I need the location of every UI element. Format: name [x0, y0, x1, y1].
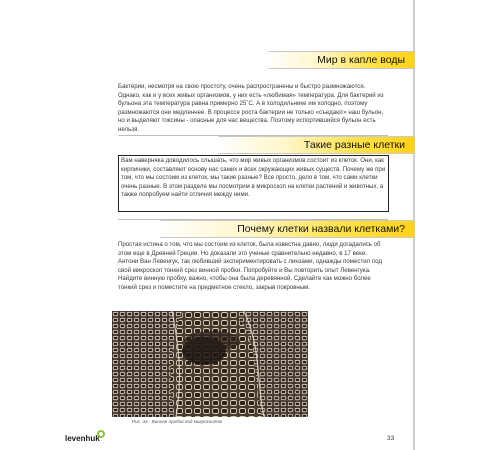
section-banner-3	[160, 220, 415, 238]
svg-text:levenhuk: levenhuk	[65, 434, 100, 443]
section-paragraph-3: Простая истина о том, что мы состоим из клеток, была известна давно, люди догадались об этом еще в Древней Греции. Но доказали это ученые сравнительно недавно, в 17 веке. Антони Ван Левенгук, так любивший экспериментировать с линзами, однажды поместил под свой микроскоп тонкий срез винной пробки. Попробуйте и Вы повторить опыт Левенгука. Найдите винную пробку, важно, чтобы она была деревянной. Сделайте как можно более тонкий срез и поместите на предметное стекло, закрыв покровным.	[118, 241, 383, 291]
figure-caption: Рис. 34 - Винная пробка под микроскопом	[132, 419, 222, 424]
cork-micrograph-image	[112, 311, 308, 417]
section-title-3: Почему клетки назвали клетками?	[237, 223, 405, 235]
section-paragraph-1: Бактерии, несмотря на свою простоту, очень распространены и быстро размножаются. Однако, как и у всех живых организмов, у них есть «любимая» температура. Для бактерий из бульона эта температура равна примерно 25˚C. А в холодильнике им холодно, поэтому размножаются они медленнее. В процессе роста бактерии не только «съедают» наш бульон, но и выделяют токсины - опасные для нас вещества. Поэтому испортившийся бульон есть нельзя.	[118, 83, 384, 133]
page-number: 33	[387, 435, 395, 442]
section-title-2: Такие разные клетки	[303, 139, 405, 151]
section-banner-1	[268, 51, 415, 69]
levenhuk-logo	[65, 429, 110, 445]
section-title-1: Мир в капле воды	[317, 54, 405, 66]
section-banner-2	[218, 136, 415, 154]
framed-box	[118, 155, 389, 212]
section-paragraph-2: Вам наверняка доводилось слышать, что мир живых организмов состоит из клеток. Они, как кирпичики, составляют основу нас самих и всех окружающих живых существ. Почему же при том, что мы состоим из клеток, мы такие разные? Все просто, дело в том, что сами клетки очень разные. В этом разделе мы посмотрим в микроскоп на клетки растений и животных, а также попробуем найти отличия между ними.	[121, 157, 386, 199]
